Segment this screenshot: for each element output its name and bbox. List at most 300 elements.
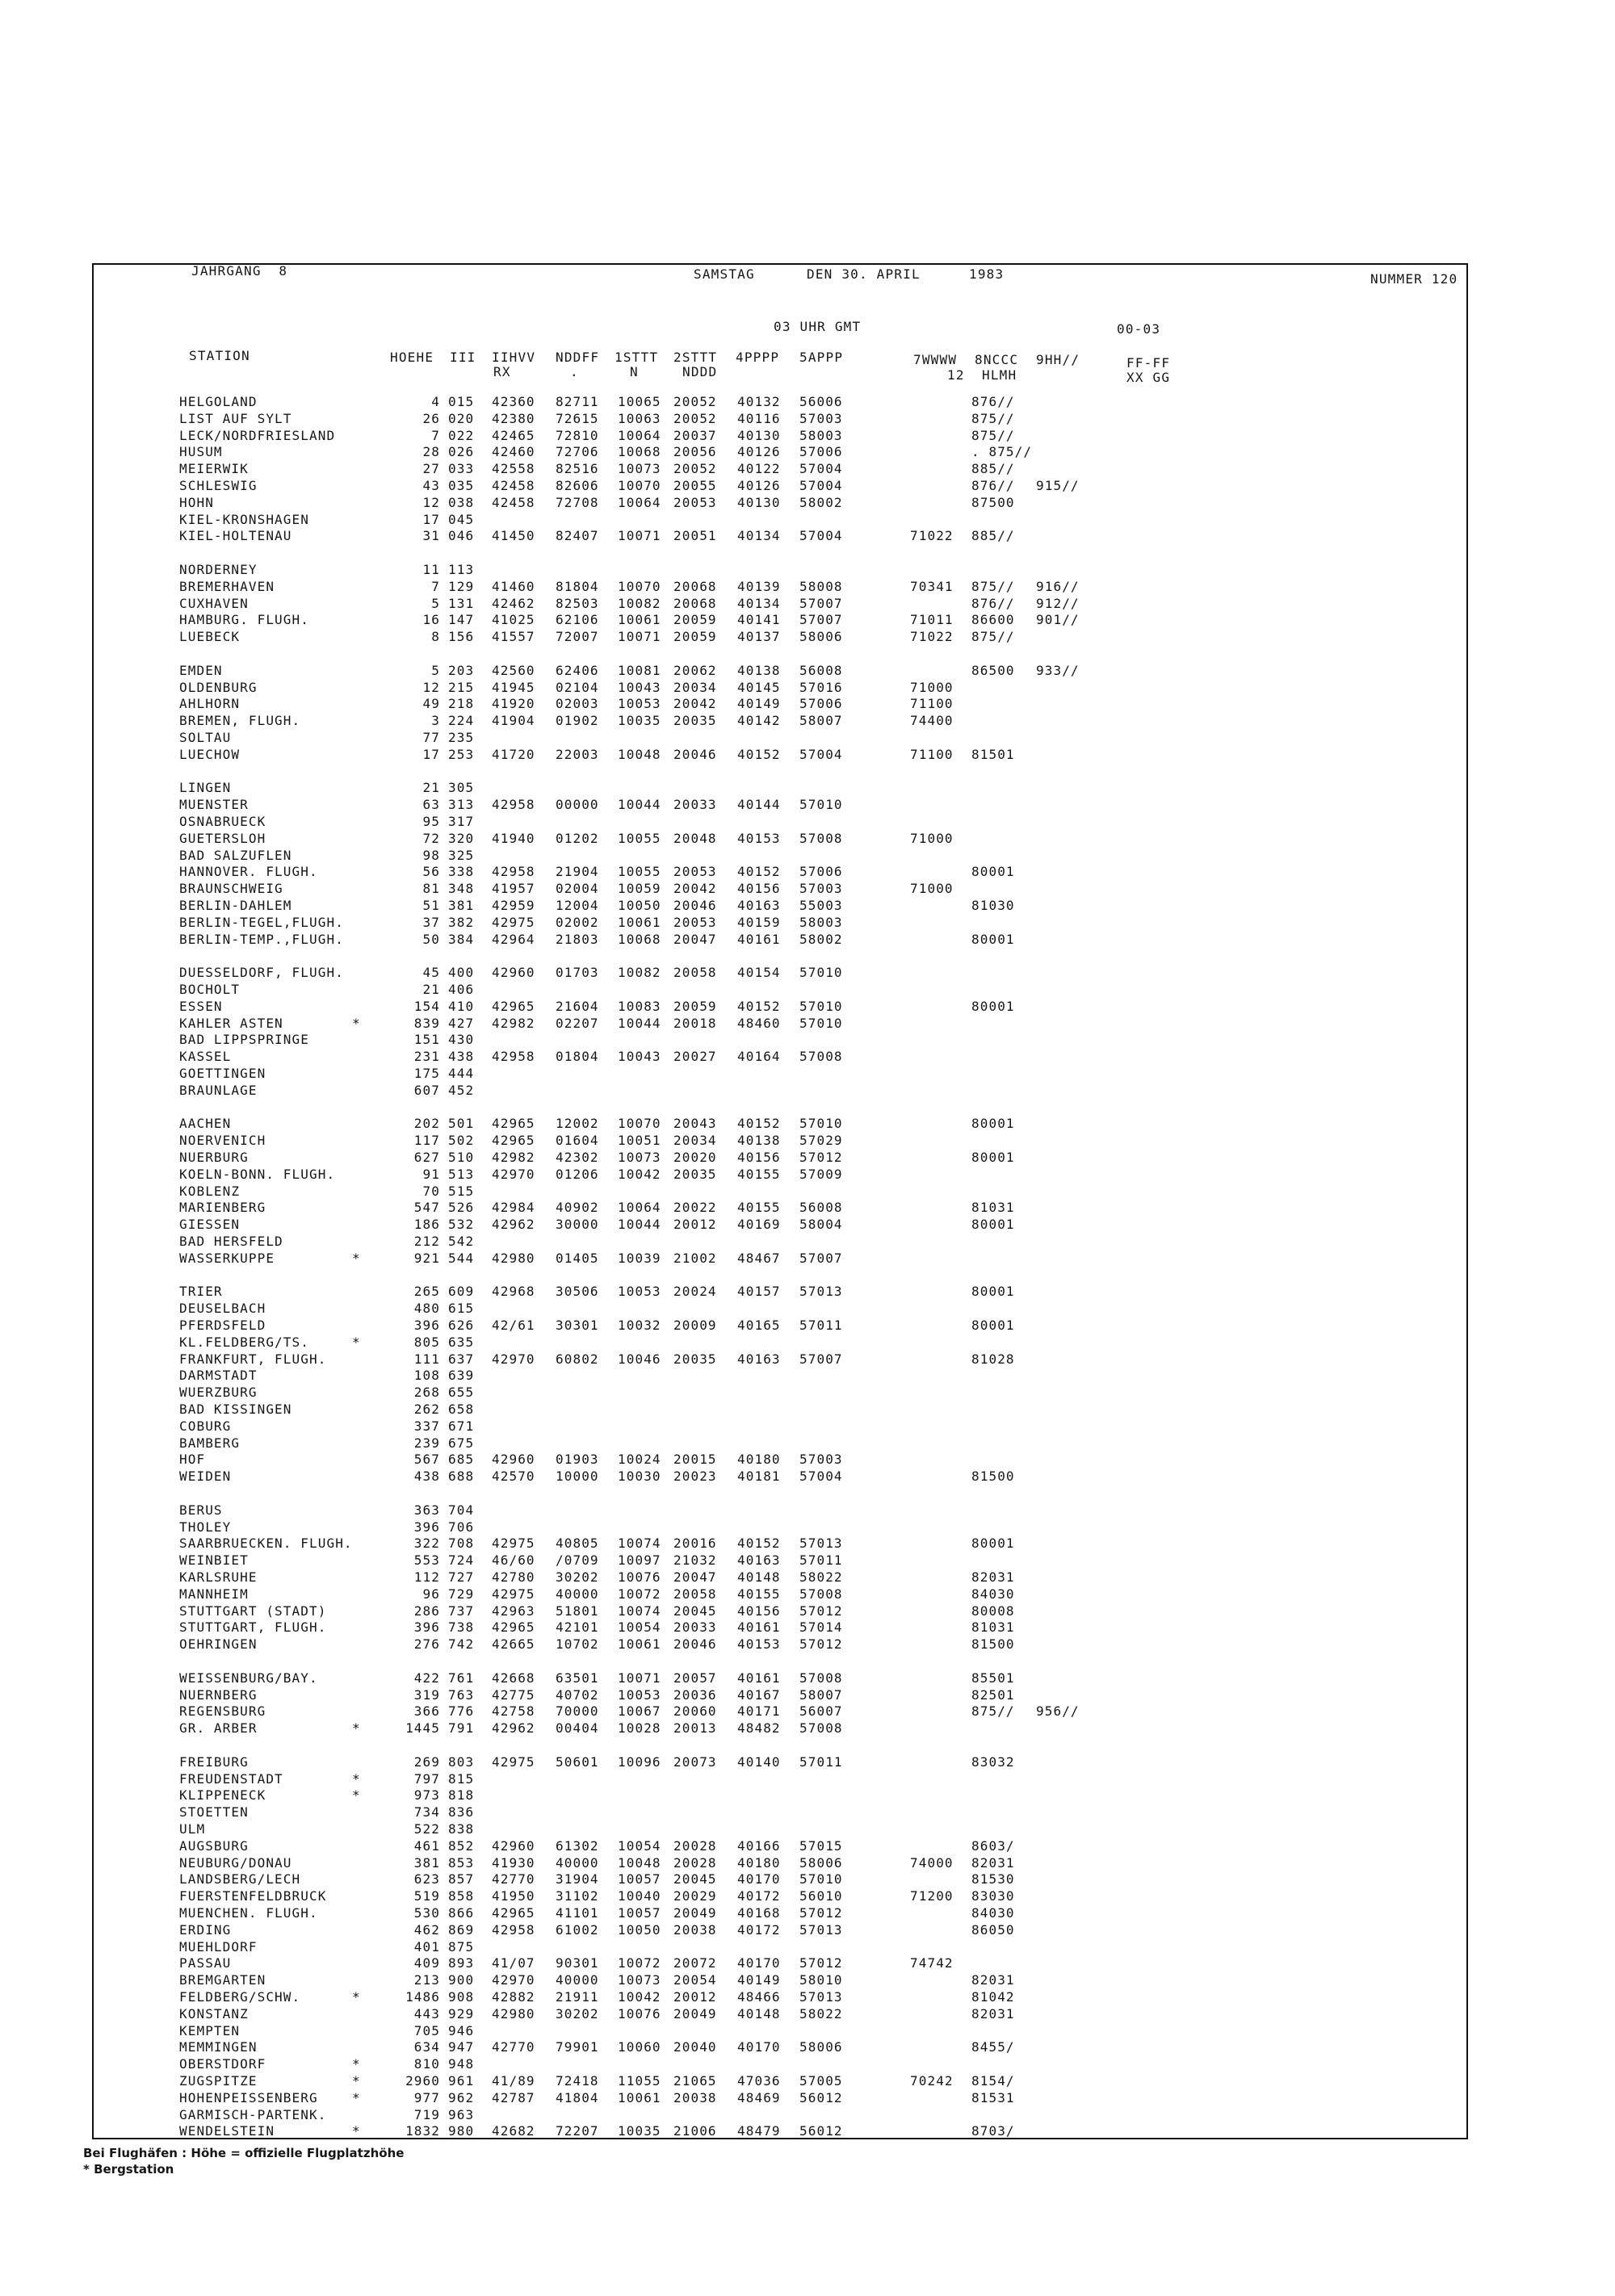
iihvv: 42958 bbox=[492, 864, 535, 880]
5appp: 56007 bbox=[799, 1703, 843, 1720]
5appp: 56012 bbox=[799, 2089, 843, 2105]
station-name: HOHN bbox=[179, 494, 214, 510]
nddff: 72007 bbox=[556, 629, 599, 645]
iihvv: 42965 bbox=[492, 1905, 535, 1921]
iihvv: 42460 bbox=[492, 444, 535, 460]
nddff: 01202 bbox=[556, 830, 599, 846]
4pppp: 40161 bbox=[737, 1670, 781, 1686]
2sttt: 20034 bbox=[673, 679, 717, 695]
nddff: 62406 bbox=[556, 662, 599, 678]
hoehe: 286 bbox=[413, 1603, 440, 1619]
5appp: 57013 bbox=[799, 1989, 843, 2005]
4pppp: 40141 bbox=[737, 612, 781, 628]
1sttt: 10042 bbox=[618, 1166, 661, 1182]
8nccc: 85501 bbox=[971, 1670, 1015, 1686]
8nccc: 81530 bbox=[971, 1871, 1015, 1887]
iii: 729 bbox=[448, 1586, 475, 1602]
hoehe: 381 bbox=[413, 1854, 440, 1871]
iihvv: 42/61 bbox=[492, 1318, 535, 1333]
hoehe: 262 bbox=[413, 1401, 440, 1417]
iii: 215 bbox=[448, 679, 475, 695]
4pppp: 47036 bbox=[737, 2073, 781, 2089]
4pppp: 40126 bbox=[737, 444, 781, 460]
station-name: MUENCHEN. FLUGH. bbox=[179, 1905, 318, 1921]
2sttt: 20053 bbox=[673, 494, 717, 510]
nddff: 42101 bbox=[556, 1619, 599, 1636]
iii: 510 bbox=[448, 1150, 475, 1165]
hoehe: 56 bbox=[422, 864, 440, 880]
iii: 962 bbox=[448, 2089, 475, 2105]
5appp: 58006 bbox=[799, 2039, 843, 2055]
2sttt: 20012 bbox=[673, 1217, 717, 1233]
8nccc: . 875// bbox=[971, 444, 1033, 460]
2sttt: 20059 bbox=[673, 998, 717, 1014]
station-name: GIESSEN bbox=[179, 1217, 241, 1233]
iii: 929 bbox=[448, 2005, 475, 2022]
5appp: 58002 bbox=[799, 931, 843, 947]
iihvv: 42968 bbox=[492, 1284, 535, 1300]
station-name: AACHEN bbox=[179, 1116, 232, 1132]
col-7wwww-sub: 12 bbox=[947, 367, 965, 383]
hoehe: 98 bbox=[422, 847, 440, 863]
jahrgang: JAHRGANG 8 bbox=[191, 263, 288, 279]
2sttt: 20046 bbox=[673, 746, 717, 762]
iii: 658 bbox=[448, 1401, 475, 1417]
hoehe: 530 bbox=[413, 1905, 440, 1921]
2sttt: 20029 bbox=[673, 1888, 717, 1904]
col-8nccc: 8NCCC bbox=[975, 352, 1019, 367]
station-name: WEINBIET bbox=[179, 1552, 249, 1569]
station-name: FUERSTENFELDBRUCK bbox=[179, 1888, 327, 1904]
2sttt: 20013 bbox=[673, 1720, 717, 1737]
8nccc: 81030 bbox=[971, 898, 1015, 913]
5appp: 56006 bbox=[799, 394, 843, 409]
iii: 384 bbox=[448, 931, 475, 947]
col-iii: III bbox=[450, 350, 476, 365]
nddff: 21904 bbox=[556, 864, 599, 880]
iii: 526 bbox=[448, 1200, 475, 1216]
station-name: BREMEN, FLUGH. bbox=[179, 713, 301, 729]
nddff: 61002 bbox=[556, 1921, 599, 1938]
hoehe: 553 bbox=[413, 1552, 440, 1569]
iihvv: 42965 bbox=[492, 1619, 535, 1636]
1sttt: 10055 bbox=[618, 830, 661, 846]
hoehe: 522 bbox=[413, 1821, 440, 1837]
iii: 838 bbox=[448, 1821, 475, 1837]
4pppp: 40170 bbox=[737, 1871, 781, 1887]
hoehe: 322 bbox=[413, 1536, 440, 1552]
1sttt: 10054 bbox=[618, 1837, 661, 1854]
hoehe: 1445 bbox=[405, 1720, 440, 1737]
4pppp: 40148 bbox=[737, 1569, 781, 1585]
col-iihvv-sub: RX bbox=[493, 364, 511, 379]
2sttt: 20035 bbox=[673, 713, 717, 729]
nddff: 70000 bbox=[556, 1703, 599, 1720]
station-name: LINGEN bbox=[179, 780, 232, 796]
station-name: BERLIN-TEGEL,FLUGH. bbox=[179, 914, 344, 930]
iii: 908 bbox=[448, 1989, 475, 2005]
nddff: 79901 bbox=[556, 2039, 599, 2055]
iii: 858 bbox=[448, 1888, 475, 1904]
hoehe: 45 bbox=[422, 965, 440, 981]
5appp: 57003 bbox=[799, 1452, 843, 1468]
hoehe: 438 bbox=[413, 1469, 440, 1485]
5appp: 57012 bbox=[799, 1603, 843, 1619]
hoehe: 91 bbox=[422, 1166, 440, 1182]
2sttt: 20073 bbox=[673, 1753, 717, 1770]
1sttt: 11055 bbox=[618, 2073, 661, 2089]
iii: 502 bbox=[448, 1133, 475, 1149]
iii: 515 bbox=[448, 1183, 475, 1199]
iii: 963 bbox=[448, 2106, 475, 2122]
7wwww: 74400 bbox=[910, 713, 954, 729]
station-name: BOCHOLT bbox=[179, 982, 241, 997]
4pppp: 40156 bbox=[737, 881, 781, 897]
iii: 532 bbox=[448, 1217, 475, 1233]
8nccc: 81501 bbox=[971, 746, 1015, 762]
1sttt: 10035 bbox=[618, 713, 661, 729]
7wwww: 71022 bbox=[910, 528, 954, 544]
1sttt: 10040 bbox=[618, 1888, 661, 1904]
1sttt: 10074 bbox=[618, 1603, 661, 1619]
iihvv: 42975 bbox=[492, 1586, 535, 1602]
4pppp: 48482 bbox=[737, 1720, 781, 1737]
iihvv: 42962 bbox=[492, 1720, 535, 1737]
col-ff-ff: FF-FF bbox=[1126, 355, 1171, 371]
4pppp: 40167 bbox=[737, 1686, 781, 1703]
station-name: GARMISCH-PARTENK. bbox=[179, 2106, 327, 2122]
1sttt: 10072 bbox=[618, 1586, 661, 1602]
iii: 400 bbox=[448, 965, 475, 981]
2sttt: 20052 bbox=[673, 410, 717, 426]
iihvv: 41025 bbox=[492, 612, 535, 628]
2sttt: 20036 bbox=[673, 1686, 717, 1703]
iii: 761 bbox=[448, 1670, 475, 1686]
station-name: PASSAU bbox=[179, 1955, 232, 1971]
footnote-airports: Bei Flughäfen : Höhe = offizielle Flugplatzhöhe bbox=[83, 2146, 405, 2160]
4pppp: 40168 bbox=[737, 1905, 781, 1921]
hoehe: 269 bbox=[413, 1753, 440, 1770]
iihvv: 42570 bbox=[492, 1469, 535, 1485]
8nccc: 8603/ bbox=[971, 1837, 1015, 1854]
iii: 038 bbox=[448, 494, 475, 510]
2sttt: 20053 bbox=[673, 914, 717, 930]
nddff: 22003 bbox=[556, 746, 599, 762]
iii: 045 bbox=[448, 511, 475, 527]
iihvv: 42960 bbox=[492, 1452, 535, 1468]
iihvv: 42958 bbox=[492, 797, 535, 813]
station-name: KIEL-HOLTENAU bbox=[179, 528, 292, 544]
7wwww: 71000 bbox=[910, 830, 954, 846]
hoehe: 50 bbox=[422, 931, 440, 947]
hoehe: 17 bbox=[422, 511, 440, 527]
issue-number: NUMMER 120 bbox=[1370, 271, 1458, 287]
1sttt: 10070 bbox=[618, 1116, 661, 1132]
iii: 410 bbox=[448, 998, 475, 1014]
hoehe: 519 bbox=[413, 1888, 440, 1904]
hoehe: 921 bbox=[413, 1250, 440, 1266]
hoehe: 3 bbox=[431, 713, 440, 729]
1sttt: 10064 bbox=[618, 1200, 661, 1216]
iihvv: 42775 bbox=[492, 1686, 535, 1703]
iihvv: 42668 bbox=[492, 1670, 535, 1686]
2sttt: 20072 bbox=[673, 1955, 717, 1971]
iii: 980 bbox=[448, 2123, 475, 2139]
station-name: FREIBURG bbox=[179, 1753, 249, 1770]
mountain-mark: * bbox=[352, 1720, 361, 1737]
iii: 637 bbox=[448, 1351, 475, 1367]
nddff: 72615 bbox=[556, 410, 599, 426]
station-name: MANNHEIM bbox=[179, 1586, 249, 1602]
nddff: 10000 bbox=[556, 1469, 599, 1485]
iii: 381 bbox=[448, 898, 475, 913]
1sttt: 10061 bbox=[618, 1636, 661, 1653]
hoehe: 70 bbox=[422, 1183, 440, 1199]
station-name: WENDELSTEIN bbox=[179, 2123, 275, 2139]
station-name: OBERSTDORF bbox=[179, 2056, 266, 2072]
iihvv: 42958 bbox=[492, 1049, 535, 1065]
2sttt: 20054 bbox=[673, 1972, 717, 1988]
iii: 655 bbox=[448, 1385, 475, 1401]
8nccc: 86600 bbox=[971, 612, 1015, 628]
iihvv: 41904 bbox=[492, 713, 535, 729]
station-name: LIST AUF SYLT bbox=[179, 410, 292, 426]
5appp: 57011 bbox=[799, 1552, 843, 1569]
nddff: 41101 bbox=[556, 1905, 599, 1921]
2sttt: 20037 bbox=[673, 427, 717, 443]
4pppp: 40172 bbox=[737, 1888, 781, 1904]
5appp: 57012 bbox=[799, 1905, 843, 1921]
iihvv: 42770 bbox=[492, 1871, 535, 1887]
hoehe: 12 bbox=[422, 679, 440, 695]
station-name: BREMGARTEN bbox=[179, 1972, 266, 1988]
1sttt: 10081 bbox=[618, 662, 661, 678]
5appp: 57011 bbox=[799, 1318, 843, 1333]
2sttt: 20053 bbox=[673, 864, 717, 880]
station-name: KIEL-KRONSHAGEN bbox=[179, 511, 309, 527]
1sttt: 10048 bbox=[618, 746, 661, 762]
8nccc: 80008 bbox=[971, 1603, 1015, 1619]
iii: 452 bbox=[448, 1082, 475, 1098]
2sttt: 20018 bbox=[673, 1015, 717, 1031]
station-name: BAD LIPPSPRINGE bbox=[179, 1032, 309, 1048]
4pppp: 40122 bbox=[737, 461, 781, 477]
col-1sttt-sub: N bbox=[630, 364, 639, 379]
year: 1983 bbox=[969, 266, 1005, 282]
iii: 946 bbox=[448, 2022, 475, 2038]
nddff: 01903 bbox=[556, 1452, 599, 1468]
col-4pppp: 4PPPP bbox=[736, 350, 780, 365]
1sttt: 10044 bbox=[618, 1217, 661, 1233]
iihvv: 42970 bbox=[492, 1351, 535, 1367]
iii: 815 bbox=[448, 1770, 475, 1787]
station-name: DARMSTADT bbox=[179, 1368, 258, 1384]
5appp: 57003 bbox=[799, 410, 843, 426]
5appp: 57006 bbox=[799, 444, 843, 460]
5appp: 58022 bbox=[799, 1569, 843, 1585]
nddff: 72708 bbox=[556, 494, 599, 510]
1sttt: 10073 bbox=[618, 461, 661, 477]
station-name: ZUGSPITZE bbox=[179, 2073, 258, 2089]
7wwww: 71200 bbox=[910, 1888, 954, 1904]
nddff: 60802 bbox=[556, 1351, 599, 1367]
5appp: 57004 bbox=[799, 746, 843, 762]
station-name: EMDEN bbox=[179, 662, 223, 678]
iihvv: 41950 bbox=[492, 1888, 535, 1904]
station-name: LUECHOW bbox=[179, 746, 241, 762]
hoehe: 213 bbox=[413, 1972, 440, 1988]
iihvv: 42965 bbox=[492, 1133, 535, 1149]
9hh: 901// bbox=[1036, 612, 1080, 628]
mountain-mark: * bbox=[352, 2123, 361, 2139]
hoehe: 43 bbox=[422, 478, 440, 493]
8nccc: 83032 bbox=[971, 1753, 1015, 1770]
station-name: NEUBURG/DONAU bbox=[179, 1854, 292, 1871]
9hh: 933// bbox=[1036, 662, 1080, 678]
8nccc: 80001 bbox=[971, 1318, 1015, 1333]
nddff: 81804 bbox=[556, 578, 599, 594]
iihvv: 42963 bbox=[492, 1603, 535, 1619]
2sttt: 21006 bbox=[673, 2123, 717, 2139]
hoehe: 797 bbox=[413, 1770, 440, 1787]
nddff: 42302 bbox=[556, 1150, 599, 1165]
iihvv: 42982 bbox=[492, 1150, 535, 1165]
1sttt: 10039 bbox=[618, 1250, 661, 1266]
iii: 235 bbox=[448, 730, 475, 745]
4pppp: 40149 bbox=[737, 1972, 781, 1988]
2sttt: 20042 bbox=[673, 881, 717, 897]
iihvv: 41460 bbox=[492, 578, 535, 594]
iihvv: 42984 bbox=[492, 1200, 535, 1216]
iii: 015 bbox=[448, 394, 475, 409]
8nccc: 82501 bbox=[971, 1686, 1015, 1703]
4pppp: 40148 bbox=[737, 2005, 781, 2022]
2sttt: 20057 bbox=[673, 1670, 717, 1686]
8nccc: 86050 bbox=[971, 1921, 1015, 1938]
2sttt: 20024 bbox=[673, 1284, 717, 1300]
4pppp: 48466 bbox=[737, 1989, 781, 2005]
8nccc: 82031 bbox=[971, 1569, 1015, 1585]
1sttt: 10067 bbox=[618, 1703, 661, 1720]
nddff: 21604 bbox=[556, 998, 599, 1014]
4pppp: 40142 bbox=[737, 713, 781, 729]
2sttt: 20038 bbox=[673, 2089, 717, 2105]
hoehe: 547 bbox=[413, 1200, 440, 1216]
hoehe: 49 bbox=[422, 696, 440, 712]
station-name: OSNABRUECK bbox=[179, 814, 266, 829]
iihvv: 42360 bbox=[492, 394, 535, 409]
hoehe: 973 bbox=[413, 1787, 440, 1804]
station-name: NUERNBERG bbox=[179, 1686, 258, 1703]
col-iihvv: IIHVV bbox=[492, 350, 536, 365]
hoehe: 231 bbox=[413, 1049, 440, 1065]
station-name: ERDING bbox=[179, 1921, 232, 1938]
1sttt: 10044 bbox=[618, 1015, 661, 1031]
hoehe: 5 bbox=[431, 595, 440, 611]
8nccc: 81500 bbox=[971, 1636, 1015, 1653]
nddff: 10702 bbox=[556, 1636, 599, 1653]
iii: 513 bbox=[448, 1166, 475, 1182]
iii: 706 bbox=[448, 1519, 475, 1535]
5appp: 57010 bbox=[799, 1116, 843, 1132]
iii: 156 bbox=[448, 629, 475, 645]
station-name: FELDBERG/SCHW. bbox=[179, 1989, 301, 2005]
hoehe: 567 bbox=[413, 1452, 440, 1468]
2sttt: 20015 bbox=[673, 1452, 717, 1468]
hoehe: 11 bbox=[422, 562, 440, 577]
iihvv: 42465 bbox=[492, 427, 535, 443]
hoehe: 627 bbox=[413, 1150, 440, 1165]
hoehe: 705 bbox=[413, 2022, 440, 2038]
8nccc: 84030 bbox=[971, 1905, 1015, 1921]
8nccc: 876// bbox=[971, 478, 1015, 493]
nddff: 72706 bbox=[556, 444, 599, 460]
mountain-mark: * bbox=[352, 2073, 361, 2089]
4pppp: 48460 bbox=[737, 1015, 781, 1031]
station-name: REGENSBURG bbox=[179, 1703, 266, 1720]
2sttt: 20033 bbox=[673, 797, 717, 813]
2sttt: 20068 bbox=[673, 578, 717, 594]
nddff: 01804 bbox=[556, 1049, 599, 1065]
iii: 033 bbox=[448, 461, 475, 477]
hoehe: 21 bbox=[422, 982, 440, 997]
iii: 853 bbox=[448, 1854, 475, 1871]
hoehe: 31 bbox=[422, 528, 440, 544]
4pppp: 40149 bbox=[737, 696, 781, 712]
7wwww: 74000 bbox=[910, 1854, 954, 1871]
col-5appp: 5APPP bbox=[799, 350, 844, 365]
hoehe: 276 bbox=[413, 1636, 440, 1653]
iii: 317 bbox=[448, 814, 475, 829]
iihvv: 42770 bbox=[492, 2039, 535, 2055]
1sttt: 10050 bbox=[618, 898, 661, 913]
8nccc: 875// bbox=[971, 578, 1015, 594]
1sttt: 10043 bbox=[618, 679, 661, 695]
5appp: 57004 bbox=[799, 461, 843, 477]
iii: 852 bbox=[448, 1837, 475, 1854]
1sttt: 10061 bbox=[618, 612, 661, 628]
5appp: 57011 bbox=[799, 1753, 843, 1770]
nddff: 82516 bbox=[556, 461, 599, 477]
4pppp: 40126 bbox=[737, 478, 781, 493]
5appp: 57008 bbox=[799, 1720, 843, 1737]
iihvv: 41450 bbox=[492, 528, 535, 544]
hoehe: 337 bbox=[413, 1418, 440, 1434]
1sttt: 10070 bbox=[618, 578, 661, 594]
4pppp: 40155 bbox=[737, 1166, 781, 1182]
9hh: 916// bbox=[1036, 578, 1080, 594]
2sttt: 21032 bbox=[673, 1552, 717, 1569]
station-name: MARIENBERG bbox=[179, 1200, 266, 1216]
7wwww: 71100 bbox=[910, 746, 954, 762]
hoehe: 63 bbox=[422, 797, 440, 813]
iii: 724 bbox=[448, 1552, 475, 1569]
2sttt: 20045 bbox=[673, 1603, 717, 1619]
station-name: KOBLENZ bbox=[179, 1183, 241, 1199]
hoehe: 7 bbox=[431, 578, 440, 594]
col-9hh: 9HH// bbox=[1036, 352, 1080, 367]
4pppp: 40166 bbox=[737, 1837, 781, 1854]
iii: 763 bbox=[448, 1686, 475, 1703]
iii: 609 bbox=[448, 1284, 475, 1300]
iii: 742 bbox=[448, 1636, 475, 1653]
mountain-mark: * bbox=[352, 1334, 361, 1350]
iii: 875 bbox=[448, 1938, 475, 1955]
5appp: 58003 bbox=[799, 914, 843, 930]
nddff: 31102 bbox=[556, 1888, 599, 1904]
hoehe: 117 bbox=[413, 1133, 440, 1149]
nddff: 41804 bbox=[556, 2089, 599, 2105]
